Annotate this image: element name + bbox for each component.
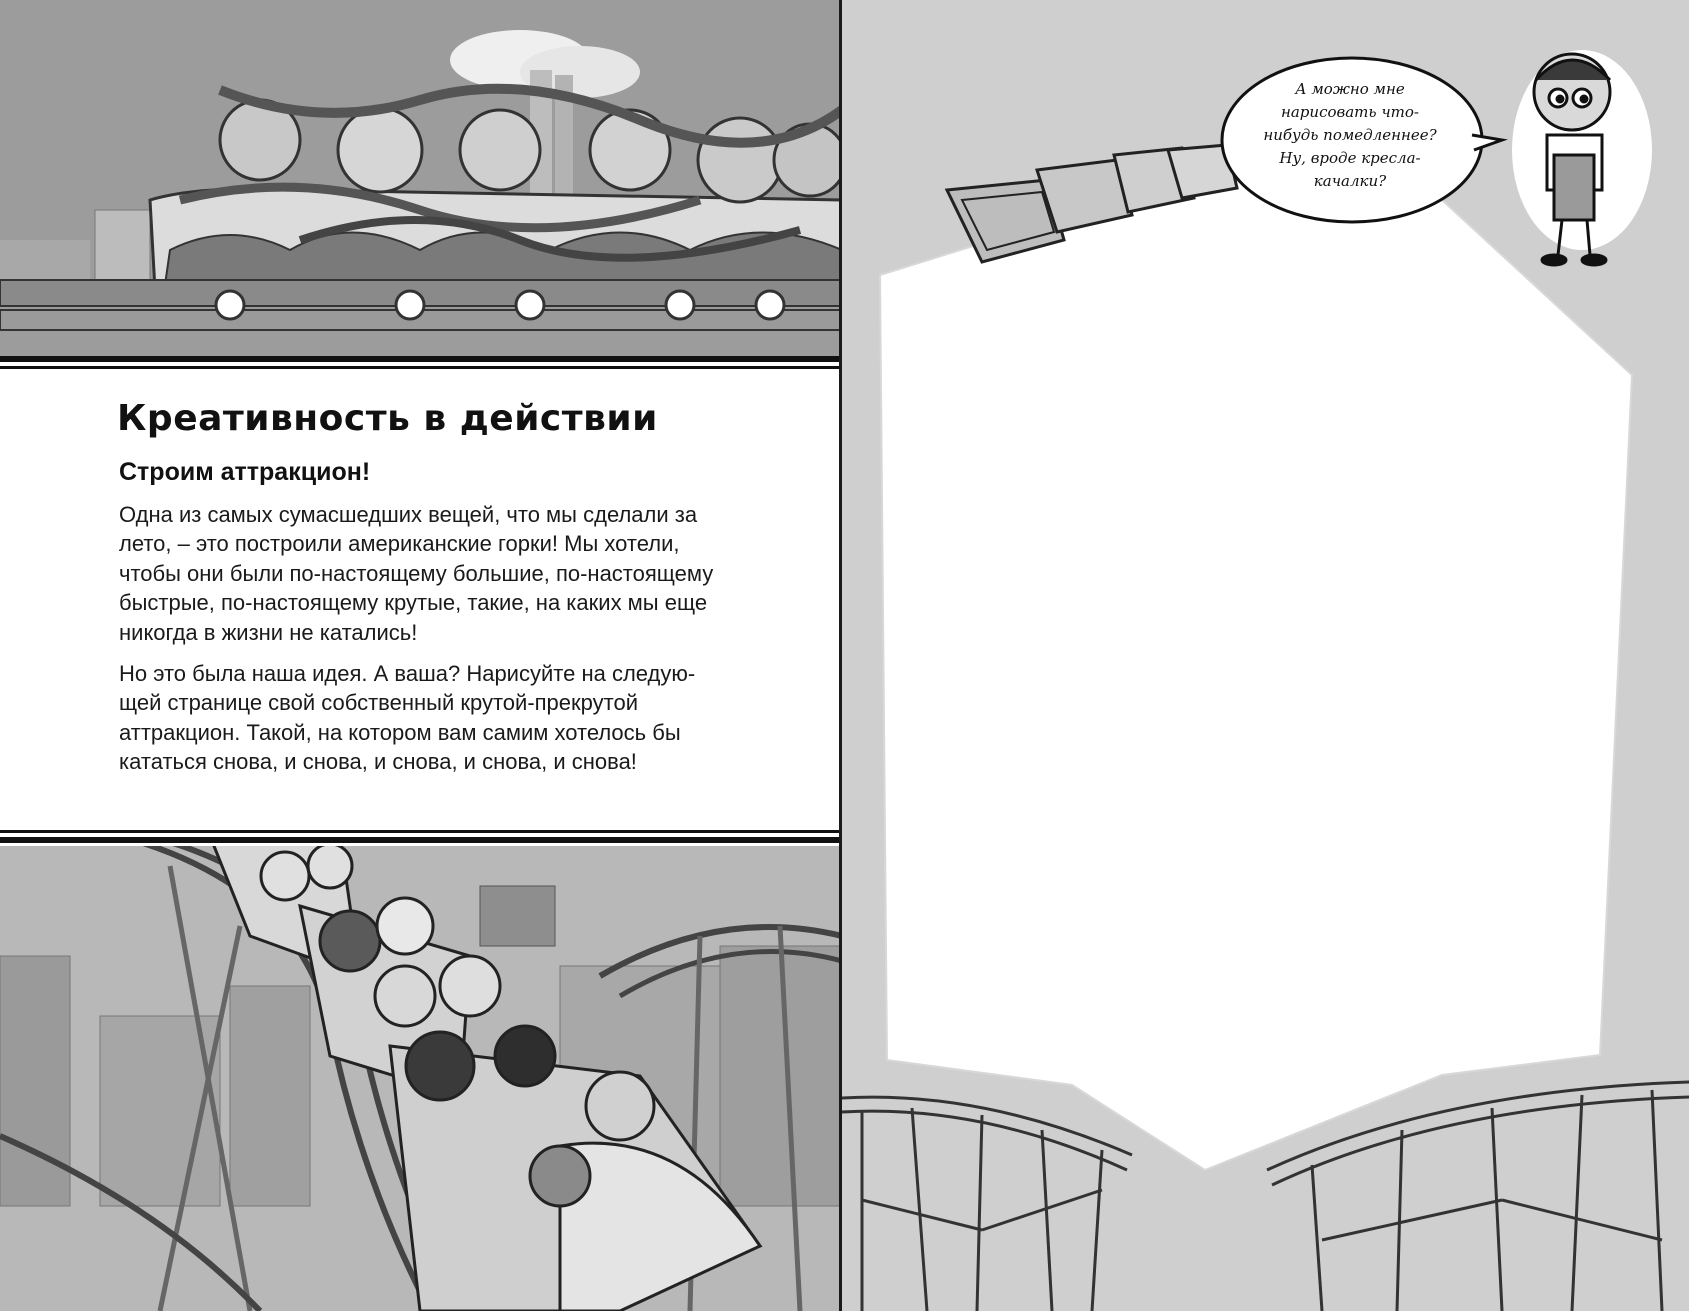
paragraph-2 <box>119 659 759 777</box>
paragraph-1 <box>119 500 759 647</box>
divider-top-2 <box>0 366 842 369</box>
blank-drawing-area-icon <box>880 170 1632 1170</box>
speech-line: Ну, вроде кресла- <box>1279 149 1421 167</box>
right-page <box>842 0 1689 1311</box>
text-line: кататься снова, и снова, и снова, и снова, и снова! <box>119 749 637 775</box>
speech-line: нарисовать что- <box>1280 103 1419 121</box>
text-line: быстрые, по-настоящему крутые, такие, на каких мы еще <box>119 590 708 616</box>
text-line: Но это была наша идея. А ваша? Нарисуйте на следую- <box>119 661 696 687</box>
right-page-art <box>842 0 1689 1311</box>
speech-line: А можно мне <box>1295 80 1405 98</box>
divider-top-1 <box>0 356 842 362</box>
divider-bottom-1 <box>0 830 842 833</box>
speech-line: нибудь помедленнее? <box>1263 126 1437 144</box>
left-page <box>0 0 842 1311</box>
text-line: Одна из самых сумасшедших вещей, что мы сделали за <box>119 502 698 527</box>
text-line: щей странице свой собственный крутой-прекрутой <box>119 690 638 716</box>
roller-coaster-descending-city-icon <box>0 846 842 1311</box>
top-illustration <box>0 0 842 356</box>
coaster-ramp-left-icon <box>842 1097 1132 1311</box>
text-line: никогда в жизни не катались! <box>119 619 418 645</box>
page-subheading: Строим аттракцион! <box>119 458 371 486</box>
speech-line: качалки? <box>1313 172 1387 190</box>
page-heading: Креативность в действии <box>117 398 658 439</box>
roller-coaster-cart-with-snakes-icon <box>0 0 842 356</box>
text-line: аттракцион. Такой, на котором вам самим хотелось бы <box>119 719 681 745</box>
bottom-illustration <box>0 846 842 1311</box>
text-line: чтобы они были по-настоящему большие, по-настоящему <box>119 560 714 586</box>
divider-bottom-2 <box>0 837 842 843</box>
text-line: лето, – это построили американские горки! Мы хотели, <box>119 531 680 557</box>
speech-bubble-text <box>1255 78 1445 193</box>
body-text <box>119 500 759 789</box>
